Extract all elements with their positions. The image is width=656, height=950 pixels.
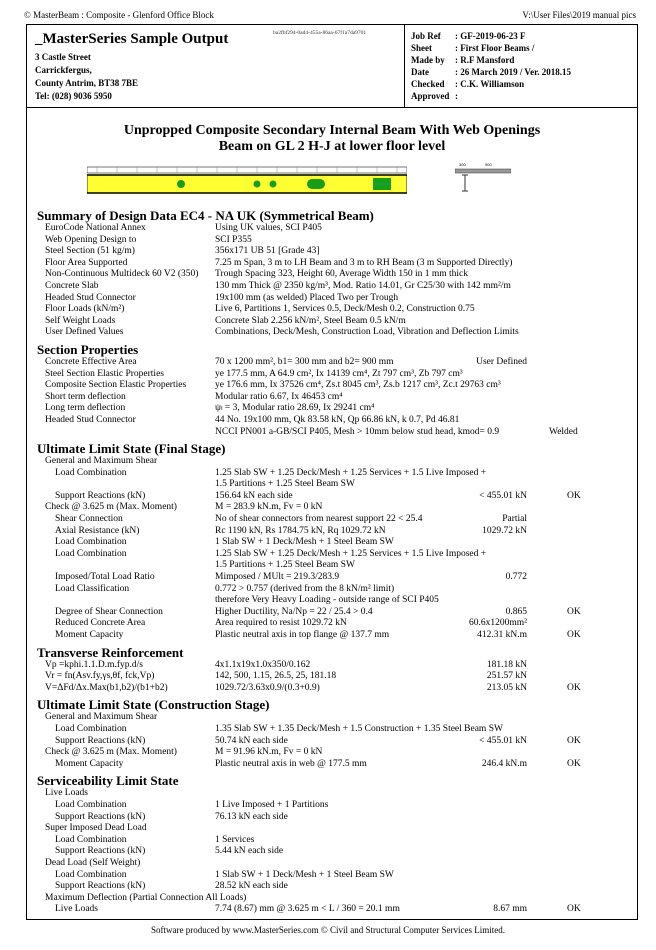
row-value: 1029.72/3.63x0.9/(0.3+0.9) [215,682,320,693]
row-label: Live Loads [45,788,89,799]
row-status: OK [567,630,581,640]
slab-outline [87,167,407,173]
row-value: 76.13 kN each side [215,811,288,822]
web-opening [177,180,185,188]
calc-row [37,327,633,339]
steel-beam-web [87,175,407,193]
calc-row [37,870,633,882]
calc-row [37,304,633,316]
dimension-label: 900 [485,162,492,167]
job-field-label: Made by [411,55,445,65]
calc-row [37,392,633,404]
row-label: Short term deflection [45,391,126,402]
calc-row [37,258,633,270]
calc-row [37,514,633,526]
row-result: < 455.01 kN [479,735,527,746]
web-opening-elongated [307,179,325,189]
job-field [411,54,635,66]
calc-row [37,584,633,596]
row-label: Floor Loads (kN/m²) [45,304,125,315]
section-heading: Summary of Design Data EC4 - NA UK (Symmetrical Beam) [37,208,374,223]
top-right-path: V:\User Files\2019 manual pics [522,10,636,20]
calc-row [37,800,633,812]
row-value: 1.5 Partitions + 1.25 Steel Beam SW [215,479,355,490]
company-block [27,25,405,107]
footer-credit: Software produced by www.MasterSeries.com © Civil and Structural Computer Services Limited. [151,925,505,935]
row-value: 1.25 Slab SW + 1.25 Deck/Mesh + 1.25 Services + 1.5 Live Imposed + [215,548,487,559]
calc-subtitle: Beam on GL 2 H-J at lower floor level [218,139,446,154]
job-field-value: : 26 March 2019 / Ver. 2018.15 [455,67,571,77]
calc-row [37,846,633,858]
row-label: Vr = fn(Asv.fy,γs,θf, fck,Vp) [45,671,155,682]
row-value: Concrete Slab 2.256 kN/m², Steel Beam 0.5 kN/m [215,315,406,326]
calc-row [37,618,633,630]
calc-row [37,823,633,835]
row-value: 1.35 Slab SW + 1.35 Deck/Mesh + 1.5 Construction + 1.35 Steel Beam SW [215,723,503,734]
row-status: OK [567,606,581,617]
row-label: Web Opening Design to [45,234,137,245]
row-label: Steel Section Elastic Properties [45,368,164,379]
job-field [411,66,635,78]
row-value: Higher Ductility, Na/Np = 22 / 25.4 > 0.4 [215,606,373,617]
row-value: Trough Spacing 323, Height 60, Average Width 150 in 1 mm thick [215,269,469,280]
row-value: 1 Live Imposed + 1 Partitions [215,799,329,810]
row-value: No of shear connectors from nearest support 22 < 25.4 [215,514,423,525]
row-value: 356x171 UB 51 [Grade 43] [215,246,320,257]
row-value: 70 x 1200 mm², b1= 300 mm and b2= 900 mm [215,356,394,367]
row-label: Non-Continuous Multideck 60 V2 (350) [45,269,199,280]
job-field-value: : GF-2019-06-23 F [455,31,526,41]
row-value: Mimposed / MUlt = 219.3/283.9 [215,572,340,583]
section-heading: Section Properties [37,341,139,357]
row-result: 213.05 kN [486,682,527,693]
row-value: 1 Services [215,834,255,845]
address-line: County Antrim, BT38 7BE [35,78,139,88]
section-heading: Serviceability Limit State [37,773,179,789]
row-label: Check @ 3.625 m (Max. Moment) [45,747,177,758]
address-line: 3 Castle Street [35,52,91,62]
row-label: Steel Section (51 kg/m) [45,246,135,257]
calculation-body [37,205,633,916]
calc-row [37,724,633,736]
row-label: Load Combination [55,723,127,734]
calc-row [37,560,633,572]
row-label: Load Combination [55,467,127,478]
calc-row [37,630,633,642]
row-value: NCCI PN001 a-GB/SCI P405, Mesh > 10mm below stud head, kmod= 0.9 [215,426,500,437]
row-value: Using UK values, SCI P405 [215,223,322,233]
row-label: Check @ 3.625 m (Max. Moment) [45,502,177,513]
row-value: Rc 1190 kN, Rs 1784.75 kN, Rq 1029.72 kN [215,525,386,536]
calc-row [37,293,633,305]
row-label: Load Combination [55,799,127,810]
job-field [411,90,635,102]
calc-row [37,572,633,584]
calc-row [37,683,633,695]
calc-row [37,269,633,281]
row-result: 8.67 mm [493,904,527,915]
job-field [411,42,635,54]
row-value: 1.25 Slab SW + 1.25 Deck/Mesh + 1.25 Services + 1.5 Live Imposed + [215,467,487,478]
row-value: 0.772 > 0.757 (derived from the 8 kN/m² limit) [215,583,395,594]
calc-row [37,712,633,724]
row-value: Area required to resist 1029.72 kN [215,618,347,629]
calc-row [37,502,633,514]
company-address [35,51,138,103]
slab-section [455,169,511,173]
row-label: Headed Stud Connector [45,292,136,303]
calc-row [37,491,633,503]
row-value: 44 No. 19x100 mm, Qk 83.58 kN, Qp 66.86 kN, k 0.7, Pd 46.81 [215,414,460,425]
calc-row [37,788,633,800]
row-label: Shear Connection [55,514,123,525]
dimension-label: 300 [459,162,466,167]
calc-row [37,537,633,549]
row-value: 28.52 kN each side [215,881,288,892]
job-field-label: Approved [411,91,450,101]
row-label: Support Reactions (kN) [55,735,146,746]
calc-row [37,904,633,916]
page-frame [26,24,638,920]
row-label: Load Combination [55,834,127,845]
row-label: Load Combination [55,548,127,559]
calc-row [37,759,633,771]
row-result: 0.865 [505,606,527,617]
row-result: 251.57 kN [486,671,527,682]
row-label: Load Combination [55,537,127,548]
job-field-label: Checked [411,79,445,89]
row-status: OK [567,682,581,693]
row-label: Degree of Shear Connection [55,606,163,617]
job-field-label: Job Ref [411,31,441,41]
row-label: Imposed/Total Load Ratio [55,572,155,583]
calc-title: Unpropped Composite Secondary Internal Beam With Web Openings [123,123,541,138]
row-value: 1 Slab SW + 1 Deck/Mesh + 1 Steel Beam SW [215,869,394,880]
job-field [411,30,635,42]
section-heading: Ultimate Limit State (Final Stage) [37,441,226,457]
row-label: Live Loads [55,904,99,915]
row-result: 1029.72 kN [482,525,527,536]
row-value: Live 6, Partitions 1, Services 0.5, Deck/Mesh 0.2, Construction 0.75 [215,304,475,315]
row-value: 7.25 m Span, 3 m to LH Beam and 3 m to RH Beam (3 m Supported Directly) [215,257,513,268]
row-label: Long term deflection [45,403,126,414]
calc-row [37,281,633,293]
job-details [411,30,635,102]
row-label: Support Reactions (kN) [55,881,146,892]
row-result: 246.4 kN.m [481,758,527,769]
row-label: Axial Resistance (kN) [55,525,140,536]
calc-row [37,893,633,905]
address-line: Tel: (028) 9036 5950 [35,91,112,101]
section-heading: Transverse Reinforcement [37,644,184,660]
row-label: Concrete Slab [45,280,99,291]
row-value: Modular ratio 6.67, Ix 46453 cm⁴ [215,391,343,402]
calc-row [37,607,633,619]
row-result: User Defined [476,356,527,367]
row-label: Floor Area Supported [45,257,128,268]
calc-row [37,479,633,491]
row-value: 50.74 kN each side [215,735,288,746]
row-label: Support Reactions (kN) [55,490,146,501]
row-label: General and Maximum Shear [45,712,158,723]
calc-row [37,357,633,369]
row-label: General and Maximum Shear [45,456,158,467]
calc-row [37,660,633,672]
job-field-value: : R.F Mansford [455,55,515,65]
row-result: Partial [502,514,527,525]
section-heading: Ultimate Limit State (Construction Stage) [37,697,270,713]
calc-row [37,881,633,893]
row-result: 181.18 kN [486,659,527,670]
row-result: 60.6x1200mm² [468,618,527,629]
row-value: ψₗ = 3, Modular ratio 28.69, Ix 29241 cm⁴ [215,403,375,414]
calc-row [37,595,633,607]
calc-row [37,526,633,538]
row-label: Composite Section Elastic Properties [45,380,187,391]
calc-row [37,223,633,235]
row-result: 0.772 [505,572,527,583]
row-label: User Defined Values [45,327,124,338]
document-guid: ba2fbf294-0ad4-455a-86aa-67f1a7da9701 [273,30,367,36]
section-diagram [455,161,511,197]
document-title: _MasterSeries Sample Output [35,31,229,47]
row-value: 1.5 Partitions + 1.25 Steel Beam SW [215,560,355,571]
job-field-value: : C.K. Williamson [455,79,525,89]
row-value: Combinations, Deck/Mesh, Construction Load, Vibration and Deflection Limits [215,327,519,338]
row-status: Welded [549,426,578,437]
calc-row [37,835,633,847]
calc-row [37,369,633,381]
calc-row [37,316,633,328]
row-status: OK [567,758,581,769]
calc-row [37,415,633,427]
row-label: Self Weight Loads [45,315,116,326]
row-label: Support Reactions (kN) [55,846,146,857]
header-block [27,25,637,108]
calc-row [37,549,633,561]
job-field-value: : First Floor Beams / [455,43,535,53]
row-label: Support Reactions (kN) [55,811,146,822]
row-label: Super Imposed Dead Load [45,823,147,834]
row-value: 4x1.1x19x1.0x350/0.162 [215,659,311,670]
row-value: 5.44 kN each side [215,846,284,857]
row-label: Moment Capacity [55,758,124,769]
row-status: OK [567,735,581,746]
calc-row [37,858,633,870]
row-value: Plastic neutral axis in top flange @ 137.7 mm [215,630,390,640]
row-status: OK [567,904,581,915]
row-label: Headed Stud Connector [45,414,136,425]
row-value: ye 176.6 mm, Ix 37526 cm⁴, Zs.t 8045 cm³, Zs.b 1217 cm³, Zc.t 29763 cm³ [215,380,501,391]
row-value: M = 91.96 kN.m, Fv = 0 kN [215,747,323,758]
row-label: Reduced Concrete Area [55,618,146,629]
calc-row [37,380,633,392]
row-value: 156.64 kN each side [215,490,293,501]
calc-row [37,812,633,824]
web-opening [270,181,277,188]
row-result: < 455.01 kN [479,490,527,501]
row-label: Dead Load (Self Weight) [45,857,141,868]
calc-row [37,747,633,759]
calc-row [37,671,633,683]
address-line: Carrickfergus, [35,65,92,75]
job-field-value: : [455,91,458,101]
row-status: OK [567,490,581,501]
row-label: Load Classification [55,583,130,594]
row-label: Concrete Effective Area [45,356,137,367]
row-result: 412.31 kN.m [477,630,527,640]
job-field-label: Sheet [411,43,432,53]
row-value: SCI P355 [215,234,252,245]
row-value: 7.74 (8.67) mm @ 3.625 m < L / 360 = 20.1 mm [215,904,400,915]
job-field [411,78,635,90]
row-label: Vp =kphi.1.1.D.m.fyp.d/s [45,659,143,670]
web-opening [254,181,261,188]
row-value: M = 283.9 kN.m, Fv = 0 kN [215,502,323,513]
calc-row [37,736,633,748]
beam-elevation-diagram [87,165,407,197]
job-field-label: Date [411,67,429,77]
row-value: Plastic neutral axis in web @ 177.5 mm [215,758,367,769]
calc-row [37,403,633,415]
row-label: Moment Capacity [55,630,124,640]
calc-row [37,427,633,439]
row-value: 19x100 mm (as welded) Placed Two per Trough [215,292,399,303]
calc-row [37,235,633,247]
row-label: EuroCode National Annex [45,223,146,233]
calc-row [37,456,633,468]
row-label: V=ΔFd/Δx.Max(b1,b2)/(b1+b2) [45,682,168,693]
calc-row [37,468,633,480]
row-value: 142, 500, 1.15, 26.5, 25, 181.18 [215,671,337,682]
row-label: Maximum Deflection (Partial Connection All Loads) [45,892,247,903]
calc-row [37,246,633,258]
row-value: therefore Very Heavy Loading - outside range of SCI P405 [215,595,439,606]
row-value: ye 177.5 mm, A 64.9 cm², Ix 14139 cm⁴, Zt 797 cm³, Zb 797 cm³ [215,368,463,379]
row-value: 1 Slab SW + 1 Deck/Mesh + 1 Steel Beam SW [215,537,394,548]
top-left-caption: © MasterBeam : Composite - Glenford Office Block [24,10,214,20]
row-value: 130 mm Thick @ 2350 kg/m³, Mod. Ratio 14.01, Gr C25/30 with 142 mm²/m [215,280,511,291]
row-label: Load Combination [55,869,127,880]
